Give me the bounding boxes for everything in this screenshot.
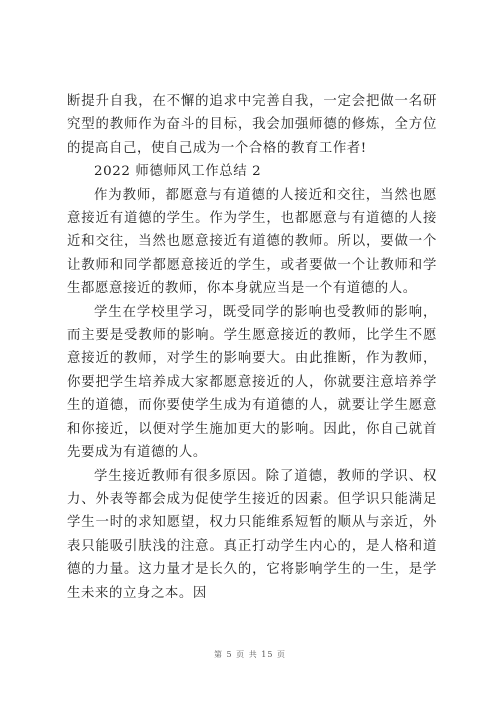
paragraph-continuation: 断提升自我，在不懈的追求中完善自我，一定会把做一名研究型的教师作为奋斗的目标，我会加强师德的修炼，全方位的提高自己，使自己成为一个合格的教育工作者!	[67, 94, 437, 156]
paragraph: 学生在学校里学习，既受同学的影响也受教师的影响，而主要是受教师的影响。学生愿意接近的教师，比学生不愿意接近的教师，对学生的影响要大。由此推断，作为教师，你要把学生培养成大家都愿意接近的人，你就要注意培养学生的道德，而你要使学生成为有道德的人，就要让学生愿意和你接近，以便对学生施加更大的影响。因此，你自己就首先要成为有道德的人。	[67, 304, 437, 461]
paragraph: 学生接近教师有很多原因。除了道德，教师的学识、权力、外表等都会成为促使学生接近的因素。但学识只能满足学生一时的求知愿望，权力只能维系短暂的顺从与亲近，外表只能吸引肤浅的注意。真正打动学生内心的，是人格和道德的力量。这力量才是长久的，它将影响学生的一生，是学生未来的立身之本。因	[67, 468, 437, 601]
paragraph: 作为教师，都愿意与有道德的人接近和交往，当然也愿意接近有道德的学生。作为学生，也都愿意与有道德的人接近和交往，当然也愿意接近有道德的教师。所以，要做一个让教师和同学都愿意接近的学生，或者要做一个让教师和学生都愿意接近的教师，你本身就应当是一个有道德的人。	[67, 187, 437, 297]
page-number-footer: 第 5 页 共 15 页	[214, 650, 286, 659]
document-body	[67, 90, 437, 605]
section-heading: 2022 师德师风工作总结 2	[94, 164, 262, 180]
